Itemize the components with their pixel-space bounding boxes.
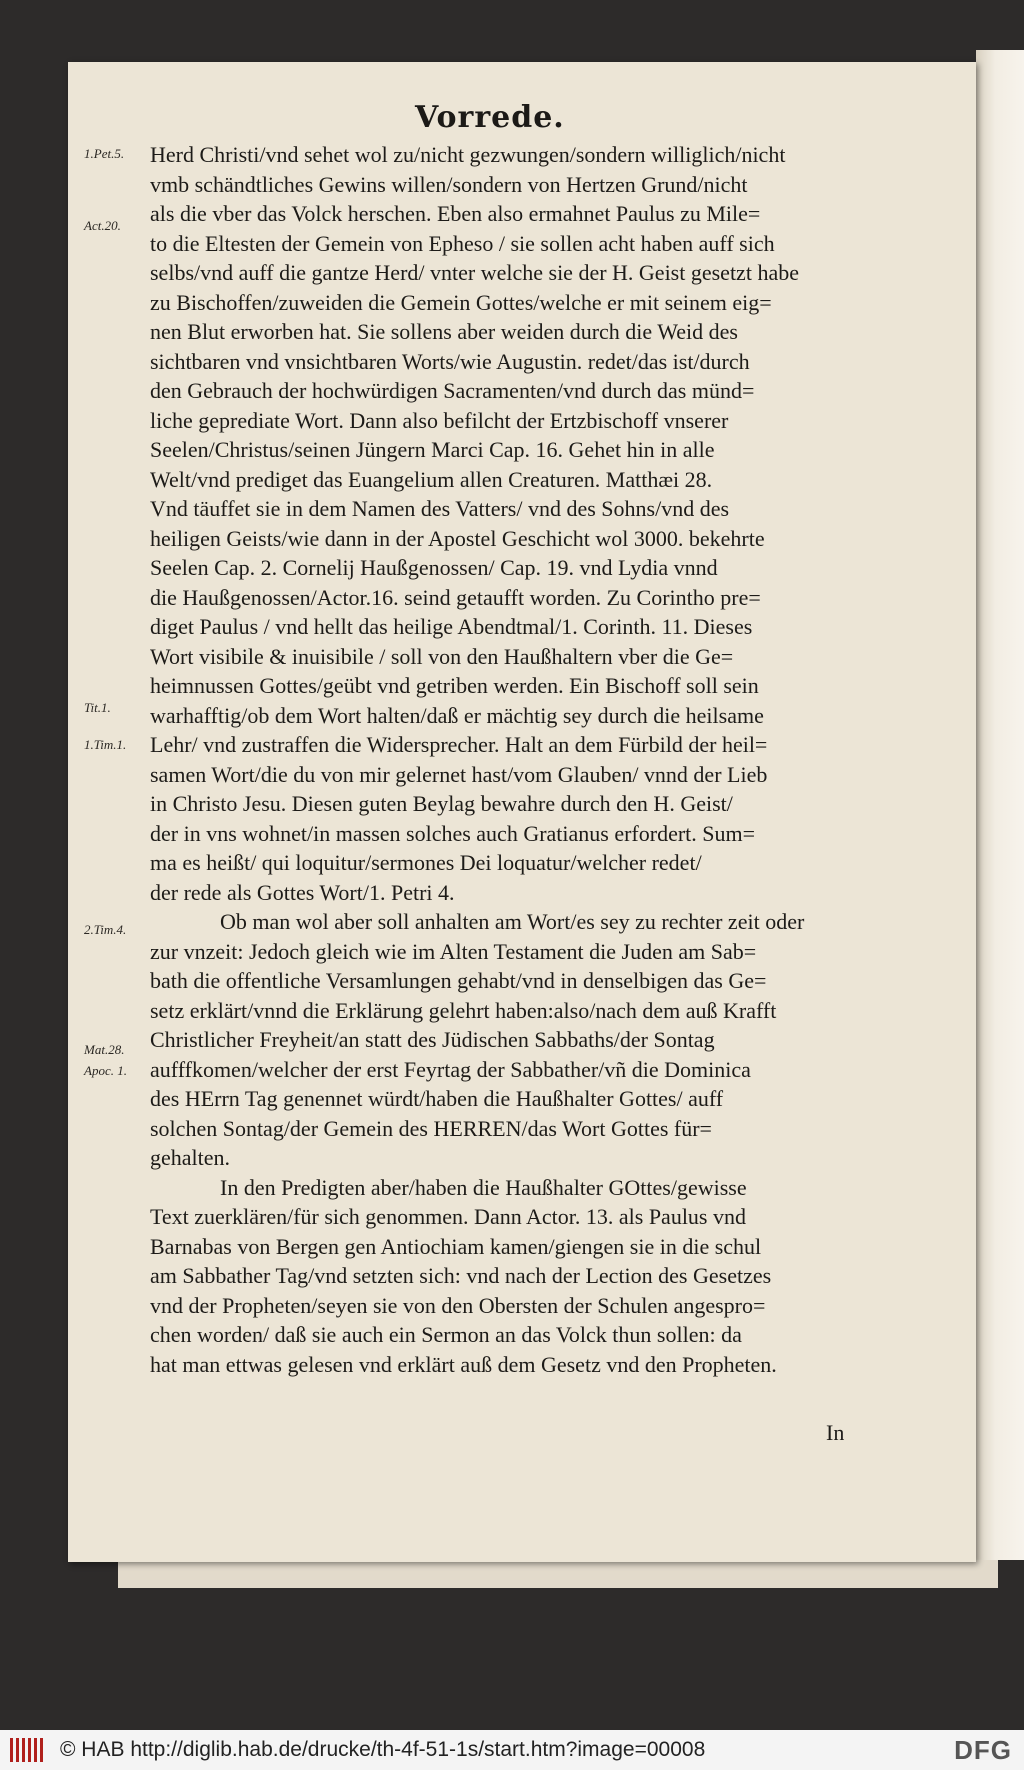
text-line: den Gebrauch der hochwürdigen Sacramenten/vnd durch das münd=	[150, 378, 755, 403]
text-line: nen Blut erworben hat. Sie sollens aber weiden durch die Weid des	[150, 319, 738, 344]
text-line: der in vns wohnet/in massen solches auch Gratianus erfordert. Sum=	[150, 820, 756, 846]
text-line: am Sabbather Tag/vnd setzten sich: vnd nach der Lection des Gesetzes	[150, 1263, 772, 1288]
text-line: als die vber das Volck herschen. Eben also ermahnet Paulus zu Mile=	[150, 201, 761, 226]
text-line: selbs/vnd auff die gantze Herd/ vnter welche sie der H. Geist gesetzt habe	[150, 260, 799, 285]
catchword: In	[826, 1420, 845, 1445]
text-line: Vnd täuffet sie in dem Namen des Vatters/ vnd des Sohns/vnd des	[150, 496, 730, 521]
text-line: vmb schändtliches Gewins willen/sondern von Hertzen Grund/nicht	[150, 171, 748, 197]
text-line: heiligen Geists/wie dann in der Apostel Geschicht wol 3000. bekehrte	[150, 525, 765, 551]
marginal-note: Apoc. 1.	[84, 1063, 127, 1078]
text-line: Herd Christi/vnd sehet wol zu/nicht gezwungen/sondern williglich/nicht	[150, 142, 786, 167]
text-line: hat man ettwas gelesen vnd erklärt auß dem Gesetz vnd den Propheten.	[150, 1351, 777, 1377]
text-line: diget Paulus / vnd hellt das heilige Abendtmal/1. Corinth. 11. Dieses	[150, 614, 753, 639]
text-line: der rede als Gottes Wort/1. Petri 4.	[150, 879, 455, 905]
text-line: des HErrn Tag genennet würdt/haben die Haußhalter Gottes/ auff	[150, 1086, 724, 1111]
text-line: ma es heißt/ qui loquitur/sermones Dei loquatur/welcher redet/	[150, 850, 702, 875]
text-line: aufffkomen/welcher der erst Feyrtag der Sabbather/vñ die Dominica	[150, 1056, 751, 1082]
text-line: warhafftig/ob dem Wort halten/daß er mächtig sey durch die heilsame	[150, 702, 764, 728]
text-line: to die Eltesten der Gemein von Epheso / sie sollen acht haben auff sich	[150, 230, 775, 256]
hab-logo-icon	[8, 1736, 46, 1764]
footer-bar	[0, 1730, 1024, 1770]
text-line: Ob man wol aber soll anhalten am Wort/es sey zu rechter zeit oder	[220, 909, 805, 934]
text-block	[150, 140, 892, 1379]
marginal-note: 1.Pet.5.	[84, 146, 125, 161]
text-line: Seelen Cap. 2. Cornelij Haußgenossen/ Cap. 19. vnd Lydia vnnd	[150, 555, 718, 580]
text-line: bath die offentliche Versamlungen gehabt/vnd in denselbigen das Ge=	[150, 968, 767, 993]
text-line: Barnabas von Bergen gen Antiochiam kamen/giengen sie in die schul	[150, 1233, 762, 1259]
text-line: gehalten.	[150, 1145, 231, 1170]
marginal-note: 2.Tim.4.	[84, 922, 127, 937]
text-line: zur vnzeit: Jedoch gleich wie im Alten Testament die Juden am Sab=	[150, 938, 757, 964]
text-line: die Haußgenossen/Actor.16. seind getaufft worden. Zu Corintho pre=	[150, 584, 761, 610]
dfg-logo: DFG	[954, 1734, 1012, 1765]
text-line: Wort visibile & inuisibile / soll von den Haußhaltern vber die Ge=	[150, 643, 734, 669]
marginal-note: Tit.1.	[84, 700, 111, 715]
text-line: Text zuerklären/für sich genommen. Dann Actor. 13. als Paulus vnd	[150, 1204, 746, 1229]
copyright-url[interactable]: © HAB http://diglib.hab.de/drucke/th-4f-51-1s/start.htm?image=00008	[60, 1738, 706, 1761]
text-line: heimnussen Gottes/geübt vnd getriben werden. Ein Bischoff soll sein	[150, 673, 759, 698]
marginal-note: Mat.28.	[84, 1042, 125, 1057]
text-line: Welt/vnd prediget das Euangelium allen Creaturen. Matthæi 28.	[150, 466, 713, 492]
marginal-note: Act.20.	[84, 218, 121, 233]
text-line: liche geprediate Wort. Dann also befilcht der Ertzbischoff vnserer	[150, 407, 729, 433]
text-line: sichtbaren vnd vnsichtbaren Worts/wie Augustin. redet/das ist/durch	[150, 348, 750, 374]
text-line: vnd der Propheten/seyen sie von den Obersten der Schulen angespro=	[150, 1292, 766, 1318]
running-head: Vorrede.	[415, 100, 565, 135]
text-line: samen Wort/die du von mir gelernet hast/vom Glauben/ vnnd der Lieb	[150, 761, 768, 787]
text-line: Seelen/Christus/seinen Jüngern Marci Cap. 16. Gehet hin in alle	[150, 437, 715, 462]
text-line: chen worden/ daß sie auch ein Sermon an das Volck thun sollen: da	[150, 1322, 742, 1347]
marginal-note: 1.Tim.1.	[84, 737, 127, 752]
next-page-edge	[976, 50, 1024, 1560]
text-line: setz erklärt/vnnd die Erklärung gelehrt haben:also/nach dem auß Krafft	[150, 997, 777, 1023]
text-line: zu Bischoffen/zuweiden die Gemein Gottes/welche er mit seinem eig=	[150, 289, 772, 315]
text-line: in Christo Jesu. Diesen guten Beylag bewahre durch den H. Geist/	[150, 791, 733, 816]
text-line: In den Predigten aber/haben die Haußhalter GOttes/gewisse	[220, 1174, 747, 1200]
text-line: solchen Sontag/der Gemein des HERREN/das Wort Gottes für=	[150, 1115, 712, 1141]
text-line: Christlicher Freyheit/an statt des Jüdischen Sabbaths/der Sontag	[150, 1027, 715, 1052]
text-line: Lehr/ vnd zustraffen die Widersprecher. Halt an dem Fürbild der heil=	[150, 732, 768, 757]
